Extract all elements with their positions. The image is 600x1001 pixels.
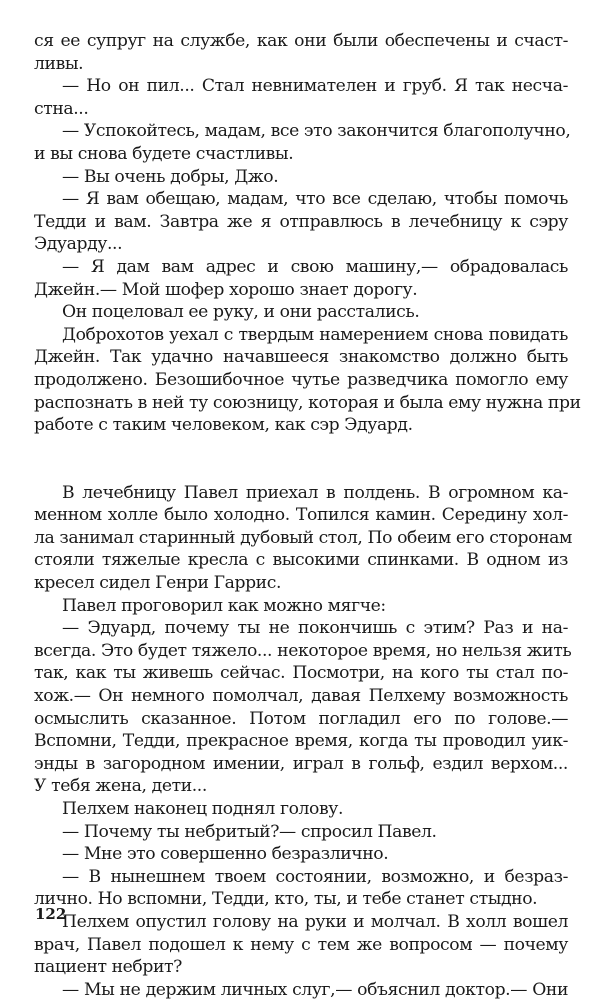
text-line: — Я дам вам адрес и свою машину,— обрадовалась bbox=[62, 256, 568, 277]
text-line: ла занимал старинный дубовый стол, По обеим его сторонам bbox=[34, 527, 572, 548]
book-page bbox=[34, 30, 581, 1001]
text-line: — Почему ты небритый?— спросил Павел. bbox=[62, 821, 437, 842]
text-line: работе с таким человеком, как сэр Эдуард. bbox=[34, 415, 413, 436]
text-line: — Мне это совершенно безразлично. bbox=[62, 844, 389, 865]
text-line: менном холле было холодно. Топился камин. Середину хол- bbox=[34, 505, 568, 526]
text-line: врач, Павел подошел к нему с тем же вопросом — почему bbox=[34, 934, 568, 955]
text-line: хож.— Он немного помолчал, давая Пелхему возможность bbox=[34, 686, 568, 707]
text-line: Пелхем опустил голову на руки и молчал. В холл вошел bbox=[62, 911, 568, 932]
text-line: ливы. bbox=[34, 53, 84, 74]
text-line: кресел сидел Генри Гаррис. bbox=[34, 573, 282, 594]
text-line: — В нынешнем твоем состоянии, возможно, и безраз- bbox=[62, 866, 568, 887]
text-line: В лечебницу Павел приехал в полдень. В огромном ка- bbox=[62, 482, 568, 503]
text-line: осмыслить сказанное. Потом погладил его по голове.— bbox=[34, 708, 568, 729]
text-line: Пелхем наконец поднял голову. bbox=[62, 799, 344, 819]
text-line: Вспомни, Тедди, прекрасное время, когда ты проводил уик- bbox=[34, 731, 568, 752]
text-line: Тедди и вам. Завтра же я отправлюсь в лечебницу к сэру bbox=[34, 211, 568, 232]
text-line: ся ее супруг на службе, как они были обеспечены и счаст- bbox=[34, 31, 568, 51]
text-line: и вы снова будете счастливы. bbox=[34, 143, 294, 164]
page-number: 122 bbox=[35, 905, 67, 923]
text-line: — Мы не держим личных слуг,— объяснил доктор.— Они bbox=[62, 979, 568, 1000]
text-line: — Успокойтесь, мадам, все это закончится благополучно, bbox=[62, 121, 571, 142]
text-line: Он поцеловал ее руку, и они расстались. bbox=[62, 302, 420, 323]
text-line: Эдуарду... bbox=[34, 234, 123, 255]
text-line: Джейн.— Мой шофер хорошо знает дорогу. bbox=[34, 279, 418, 300]
text-line: распознать в ней ту союзницу, которая и была ему нужна при bbox=[34, 392, 581, 413]
text-line: стояли тяжелые кресла с высокими спинками. В одном из bbox=[34, 550, 568, 571]
text-line: — Но он пил... Стал невнимателен и груб. Я так несча- bbox=[62, 76, 568, 97]
text-line: продолжено. Безошибочное чутье разведчика помогло ему bbox=[34, 369, 568, 390]
text-line: Доброхотов уехал с твердым намерением снова повидать bbox=[62, 324, 568, 345]
text-line: — Я вам обещаю, мадам, что все сделаю, чтобы помочь bbox=[62, 189, 568, 210]
section-break bbox=[34, 437, 568, 482]
text-line: — Вы очень добры, Джо. bbox=[62, 166, 279, 187]
text-line: пациент небрит? bbox=[34, 957, 182, 978]
text-line: Джейн. Так удачно начавшееся знакомство должно быть bbox=[34, 347, 568, 368]
text-line: лично. Но вспомни, Тедди, кто, ты, и тебе станет стыдно. bbox=[34, 889, 538, 910]
text-line: энды в загородном имении, играл в гольф, ездил верхом... bbox=[34, 753, 568, 774]
text-line: Павел проговорил как можно мягче: bbox=[62, 595, 386, 616]
text-line: У тебя жена, дети... bbox=[34, 776, 207, 797]
text-line: так, как ты живешь сейчас. Посмотри, на кого ты стал по- bbox=[34, 663, 568, 684]
text-line: — Эдуард, почему ты не покончишь с этим? Раз и на- bbox=[62, 618, 568, 639]
text-line: стна... bbox=[34, 98, 89, 119]
text-line: всегда. Это будет тяжело... некоторое время, но нельзя жить bbox=[34, 640, 572, 661]
